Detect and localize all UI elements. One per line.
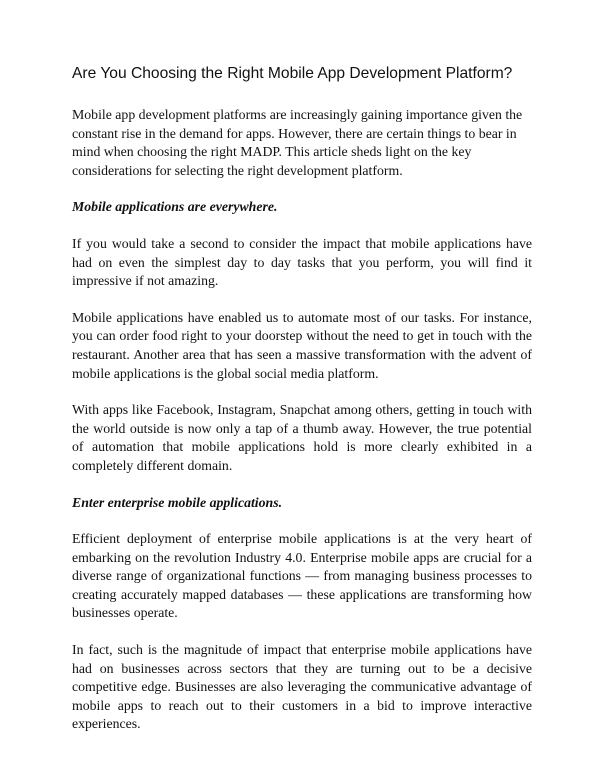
intro-paragraph: Mobile app development platforms are increasingly gaining importance given the constant rise in the demand for apps. However, there are certain things to bear in mind when choosing the right MADP. This article sheds light on the key considerations for selecting the right development platform. <box>72 107 523 178</box>
document-title: Are You Choosing the Right Mobile App Development Platform? <box>72 65 513 82</box>
section-heading-everywhere: Mobile applications are everywhere. <box>72 199 278 215</box>
body-paragraph: Efficient deployment of enterprise mobile applications is at the very heart of embarking on the revolution Industry 4.0. Enterprise mobile apps are crucial for a diverse range of organizational functions — from managing business processes to creating accurately mapped databases — these applications are transforming how businesses operate. <box>72 531 532 621</box>
body-paragraph: If you would take a second to consider the impact that mobile applications have had on even the simplest day to day tasks that you perform, you will find it impressive if not amazing. <box>72 235 532 289</box>
body-paragraph: In fact, such is the magnitude of impact that enterprise mobile applications have had on businesses across sectors that they are turning out to be a decisive competitive edge. Businesses are also leveraging the communicative advantage of mobile apps to reach out to their customers in a bid to improve interactive experiences. <box>72 642 532 732</box>
body-paragraph: With apps like Facebook, Instagram, Snapchat among others, getting in touch with the world outside is now only a tap of a thumb away. However, the true potential of automation that mobile applications hold is more clearly exhibited in a completely different domain. <box>72 402 532 473</box>
body-paragraph: Mobile applications have enabled us to automate most of our tasks. For instance, you can order food right to your doorstep without the need to get in touch with the restaurant. Another area that has seen a massive transformation with the advent of mobile applications is the global social media platform. <box>72 309 532 381</box>
section-heading-enterprise: Enter enterprise mobile applications. <box>72 494 283 510</box>
document-page <box>72 64 532 752</box>
